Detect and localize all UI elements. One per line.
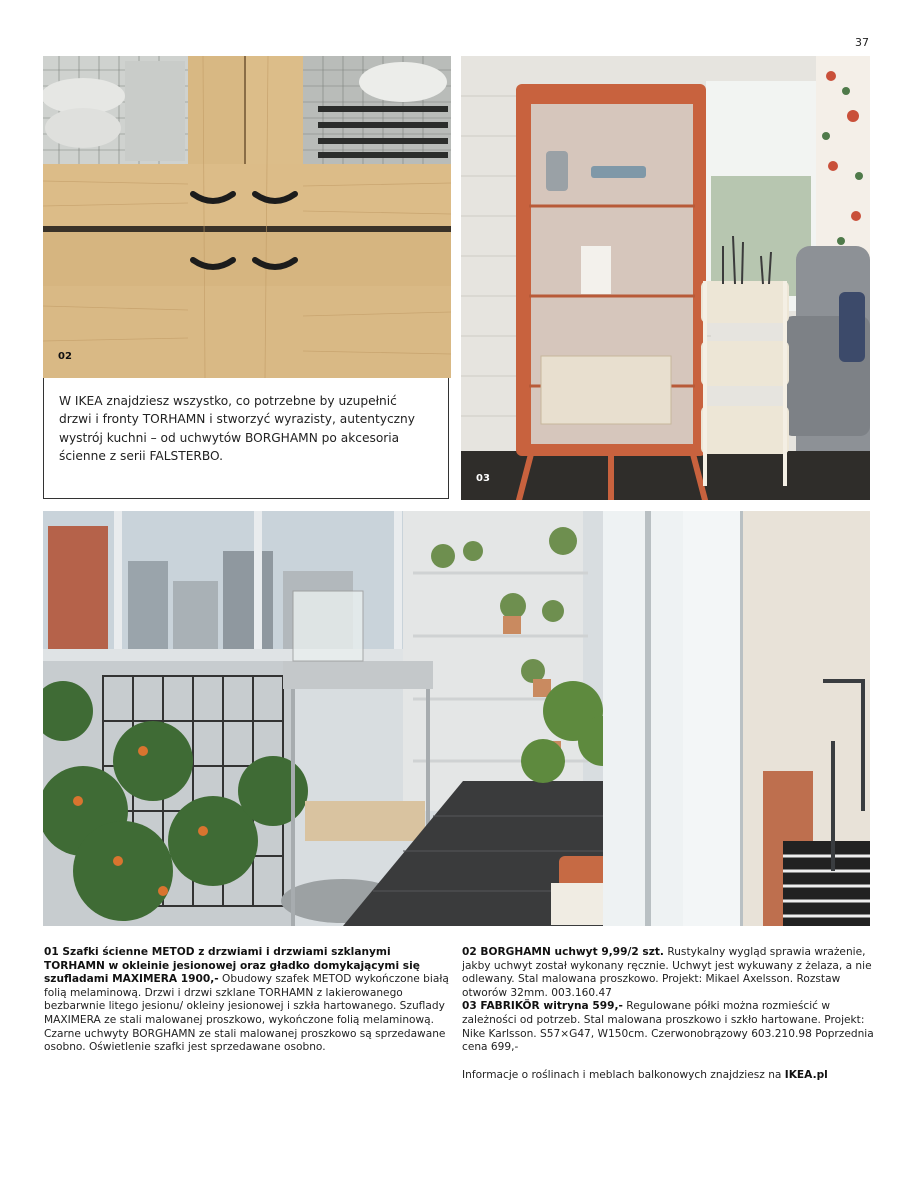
caption-03 <box>462 1000 874 1054</box>
photo-label-02: 02 <box>58 351 72 362</box>
info-line <box>462 1069 874 1083</box>
caption-01-heading: 01 Szafki ścienne METOD z drzwiami i drzwiami szklanymi TORHAMN w okleinie jesionowej oraz gładko domykającymi się szufladami MAXIMERA 1900,- <box>44 946 420 986</box>
balcony-photo <box>43 511 870 926</box>
ikea-link[interactable]: IKEA.pl <box>784 1068 828 1081</box>
caption-03-body: Regulowane półki można rozmieścić w zależności od potrzeb. Stal malowana proszkowo i szkło hartowane. Projekt: Nike Karlsson. S57×G47, W150cm. Czerwonobrązowy 603.210.98 Poprzednia cena 699,- <box>462 1000 874 1054</box>
caption-01-body: Obudowy szafek METOD wykończone białą folią melaminową. Drzwi i drzwi szklane TORHAMN z lakierowanego bezbarwnie litego jesionu/ okleiny jesionowej i szkła hartowanego. Szuflady MAXIMERA ze stali malowanej proszkowo, wykończone folią melaminową. Czarne uchwyty BORGHAMN ze stali malowanej proszkowo są sprzedawane osobno. Oświetlenie szafki jest sprzedawane osobno. <box>44 973 449 1054</box>
info-text: Informacje o roślinach i meblach balkonowych znajdziesz na <box>462 1068 785 1081</box>
caption-02-body: Rustykalny wygląd sprawia wrażenie, jakby uchwyt został wykonany ręcznie. Uchwyt jest wykuwany z żelaza, a nie odlewany. Stal malowana proszkowo. Projekt: Mikael Axelsson. Rozstaw otworów 32mm. 003.160.47 <box>462 946 872 999</box>
caption-03-heading: 03 FABRIKÖR witryna 599,- <box>462 1000 623 1013</box>
display-cabinet-photo <box>461 56 870 500</box>
page-number: 37 <box>855 36 869 49</box>
photo-label-03: 03 <box>476 473 490 484</box>
caption-02-heading: 02 BORGHAMN uchwyt 9,99/2 szt. <box>462 946 664 958</box>
intro-text: W IKEA znajdziesz wszystko, co potrzebne by uzupełnić drzwi i fronty TORHAMN i stworzyć wyrazisty, autentyczny wystrój kuchni – od uchwytów BORGHAMN po akcesoria ścienne z serii FALSTERBO. <box>59 394 415 464</box>
caption-01 <box>44 946 450 1055</box>
cabinet-doors-photo <box>43 56 451 378</box>
caption-02 <box>462 946 874 1000</box>
caption-02-03 <box>462 946 874 1082</box>
intro-text-box <box>43 378 449 499</box>
